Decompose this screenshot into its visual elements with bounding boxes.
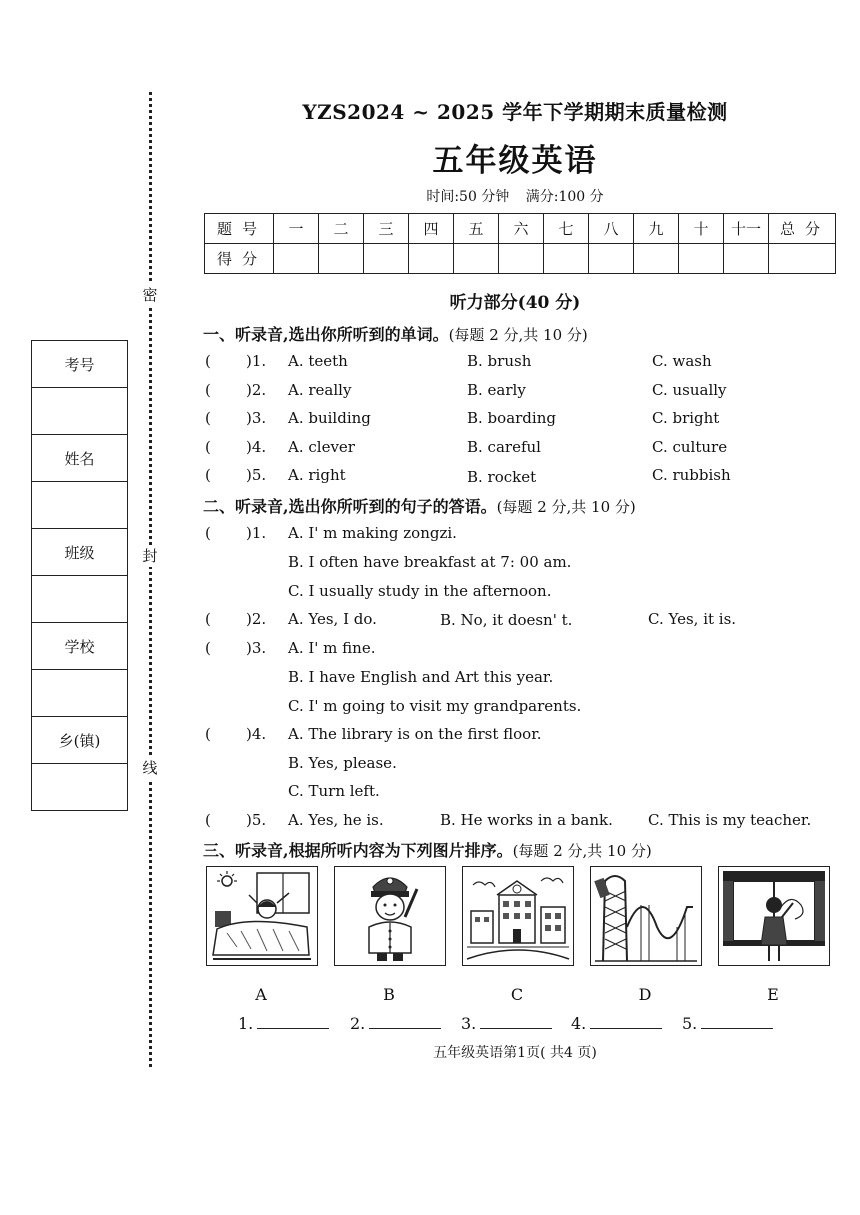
info-label-school: 学校 [32,623,127,670]
section2-title-text: 二、听录音,选出你所听到的句子的答语。 [203,497,497,516]
section1-title-text: 一、听录音,选出你所听到的单词。 [203,325,449,344]
info-field-town[interactable] [32,764,127,810]
question-number: )5. [246,466,267,484]
section1-title [203,322,588,345]
roller-coaster-picture [590,866,702,966]
section3-title [203,838,652,861]
blank-line[interactable] [480,1012,552,1029]
answer-blank-paren[interactable]: ( [205,811,211,829]
order-blank[interactable] [682,1012,773,1033]
blank-number: 4. [571,1014,587,1033]
score-table-header-row [205,214,836,244]
option-b: B. No, it doesn' t. [440,611,573,629]
question-number: )2. [246,610,267,628]
answer-blank-paren[interactable]: ( [205,610,211,628]
score-table [204,213,836,274]
score-cell[interactable] [589,244,634,274]
info-label-town: 乡(镇) [32,717,127,764]
listening-part-title: 听力部分(40 分) [449,293,581,313]
score-col-header: 六 [499,214,544,244]
option-a: A. I' m making zongzi. [288,524,457,542]
seal-char-feng: 封 [139,545,161,567]
score-cell[interactable] [409,244,454,274]
option-a: A. building [288,409,371,427]
answer-blank-paren[interactable]: ( [205,524,211,542]
info-label-exam-number: 考号 [32,341,127,388]
option-b: B. I have English and Art this year. [288,668,554,686]
picture-label: C [510,985,524,1004]
score-col-header: 二 [319,214,364,244]
score-cell[interactable] [499,244,544,274]
score-cell[interactable] [454,244,499,274]
score-col-header: 十 [679,214,724,244]
section2-points: (每题 2 分,共 10 分) [496,498,636,516]
answer-blank-paren[interactable]: ( [205,466,211,484]
option-b: B. I often have breakfast at 7: 00 am. [288,553,572,571]
score-cell[interactable] [544,244,589,274]
option-c: C. culture [652,438,728,456]
option-a: A. right [288,466,346,484]
binding-line [149,92,152,1067]
question-number: )3. [246,409,267,427]
score-cell[interactable] [724,244,769,274]
info-field-name[interactable] [32,482,127,529]
answer-blank-paren[interactable]: ( [205,725,211,743]
score-total-header: 总分 [769,214,836,244]
score-col-header: 八 [589,214,634,244]
page-footer: 五年级英语第1页( 共4 页) [433,1045,597,1061]
blank-line[interactable] [701,1012,773,1029]
police-officer-picture [334,866,446,966]
girl-waking-in-bed-picture [206,866,318,966]
seal-char-xian: 线 [139,757,161,779]
answer-blank-paren[interactable]: ( [205,409,211,427]
option-c: C. bright [652,409,720,427]
score-total-cell[interactable] [769,244,836,274]
question-number: )5. [246,811,267,829]
order-blank[interactable] [350,1012,441,1033]
blank-line[interactable] [369,1012,441,1029]
option-b: B. boarding [467,409,556,427]
score-col-header: 四 [409,214,454,244]
score-cell[interactable] [634,244,679,274]
question-number: )1. [246,352,267,370]
exam-meta [200,186,830,206]
score-col-header: 七 [544,214,589,244]
order-blank[interactable] [571,1012,662,1033]
section1-points: (每题 2 分,共 10 分) [448,326,588,344]
option-c: C. I usually study in the afternoon. [288,582,552,600]
score-col-header: 五 [454,214,499,244]
option-b: B. He works in a bank. [440,811,613,829]
section3-title-text: 三、听录音,根据所听内容为下列图片排序。 [203,841,513,860]
option-b: B. early [467,381,526,399]
picture-label: A [255,985,267,1004]
picture-label: E [767,985,779,1004]
option-c: C. usually [652,381,727,399]
answer-blank-paren[interactable]: ( [205,352,211,370]
option-c: C. rubbish [652,466,731,484]
exam-title: YZS2024 ~ 2025 学年下学期期末质量检测 [302,100,728,124]
seal-char-mi: 密 [139,284,161,306]
order-blank[interactable] [461,1012,552,1033]
option-b: B. rocket [467,468,537,486]
answer-blank-paren[interactable]: ( [205,639,211,657]
option-b: B. Yes, please. [288,754,397,772]
answer-blank-paren[interactable]: ( [205,438,211,456]
subject-title: 五年级英语 [432,143,598,179]
info-field-class[interactable] [32,576,127,623]
option-c: C. I' m going to visit my grandparents. [288,697,582,715]
option-a: A. I' m fine. [288,639,376,657]
option-b: B. brush [467,352,532,370]
blank-number: 2. [350,1014,366,1033]
order-blank[interactable] [238,1012,329,1033]
info-field-exam-number[interactable] [32,388,127,435]
info-label-name: 姓名 [32,435,127,482]
exam-time: 时间:50 分钟 [426,189,510,205]
score-col-header: 三 [364,214,409,244]
picture-label: D [638,985,652,1004]
score-cell[interactable] [274,244,319,274]
option-b: B. careful [467,438,541,456]
score-cell[interactable] [364,244,409,274]
option-c: C. wash [652,352,712,370]
blank-number: 3. [461,1014,477,1033]
score-table-score-row [205,244,836,274]
score-cell[interactable] [679,244,724,274]
girl-at-window-picture [718,866,830,966]
info-field-school[interactable] [32,670,127,717]
question-number: )4. [246,725,267,743]
score-table-row-label: 题号 [205,214,274,244]
question-number: )2. [246,381,267,399]
score-col-header: 九 [634,214,679,244]
student-info-box [31,340,128,811]
question-number: )3. [246,639,267,657]
option-a: A. really [288,381,352,399]
answer-blank-paren[interactable]: ( [205,381,211,399]
section2-title [203,494,636,517]
score-col-header: 十一 [724,214,769,244]
exam-full-score: 满分:100 分 [525,189,604,205]
option-c: C. Yes, it is. [648,610,737,628]
town-buildings-picture [462,866,574,966]
option-c: C. Turn left. [288,782,380,800]
picture-label: B [383,985,395,1004]
option-a: A. teeth [288,352,348,370]
blank-line[interactable] [257,1012,329,1029]
option-a: A. clever [288,438,355,456]
blank-number: 1. [238,1014,254,1033]
question-number: )1. [246,524,267,542]
score-cell[interactable] [319,244,364,274]
option-c: C. This is my teacher. [648,811,812,829]
section3-points: (每题 2 分,共 10 分) [512,842,652,860]
score-col-header: 一 [274,214,319,244]
option-a: A. The library is on the first floor. [288,725,542,743]
option-a: A. Yes, he is. [288,811,384,829]
info-label-class: 班级 [32,529,127,576]
option-a: A. Yes, I do. [288,610,377,628]
question-number: )4. [246,438,267,456]
score-table-row-label: 得分 [205,244,274,274]
blank-line[interactable] [590,1012,662,1029]
blank-number: 5. [682,1014,698,1033]
